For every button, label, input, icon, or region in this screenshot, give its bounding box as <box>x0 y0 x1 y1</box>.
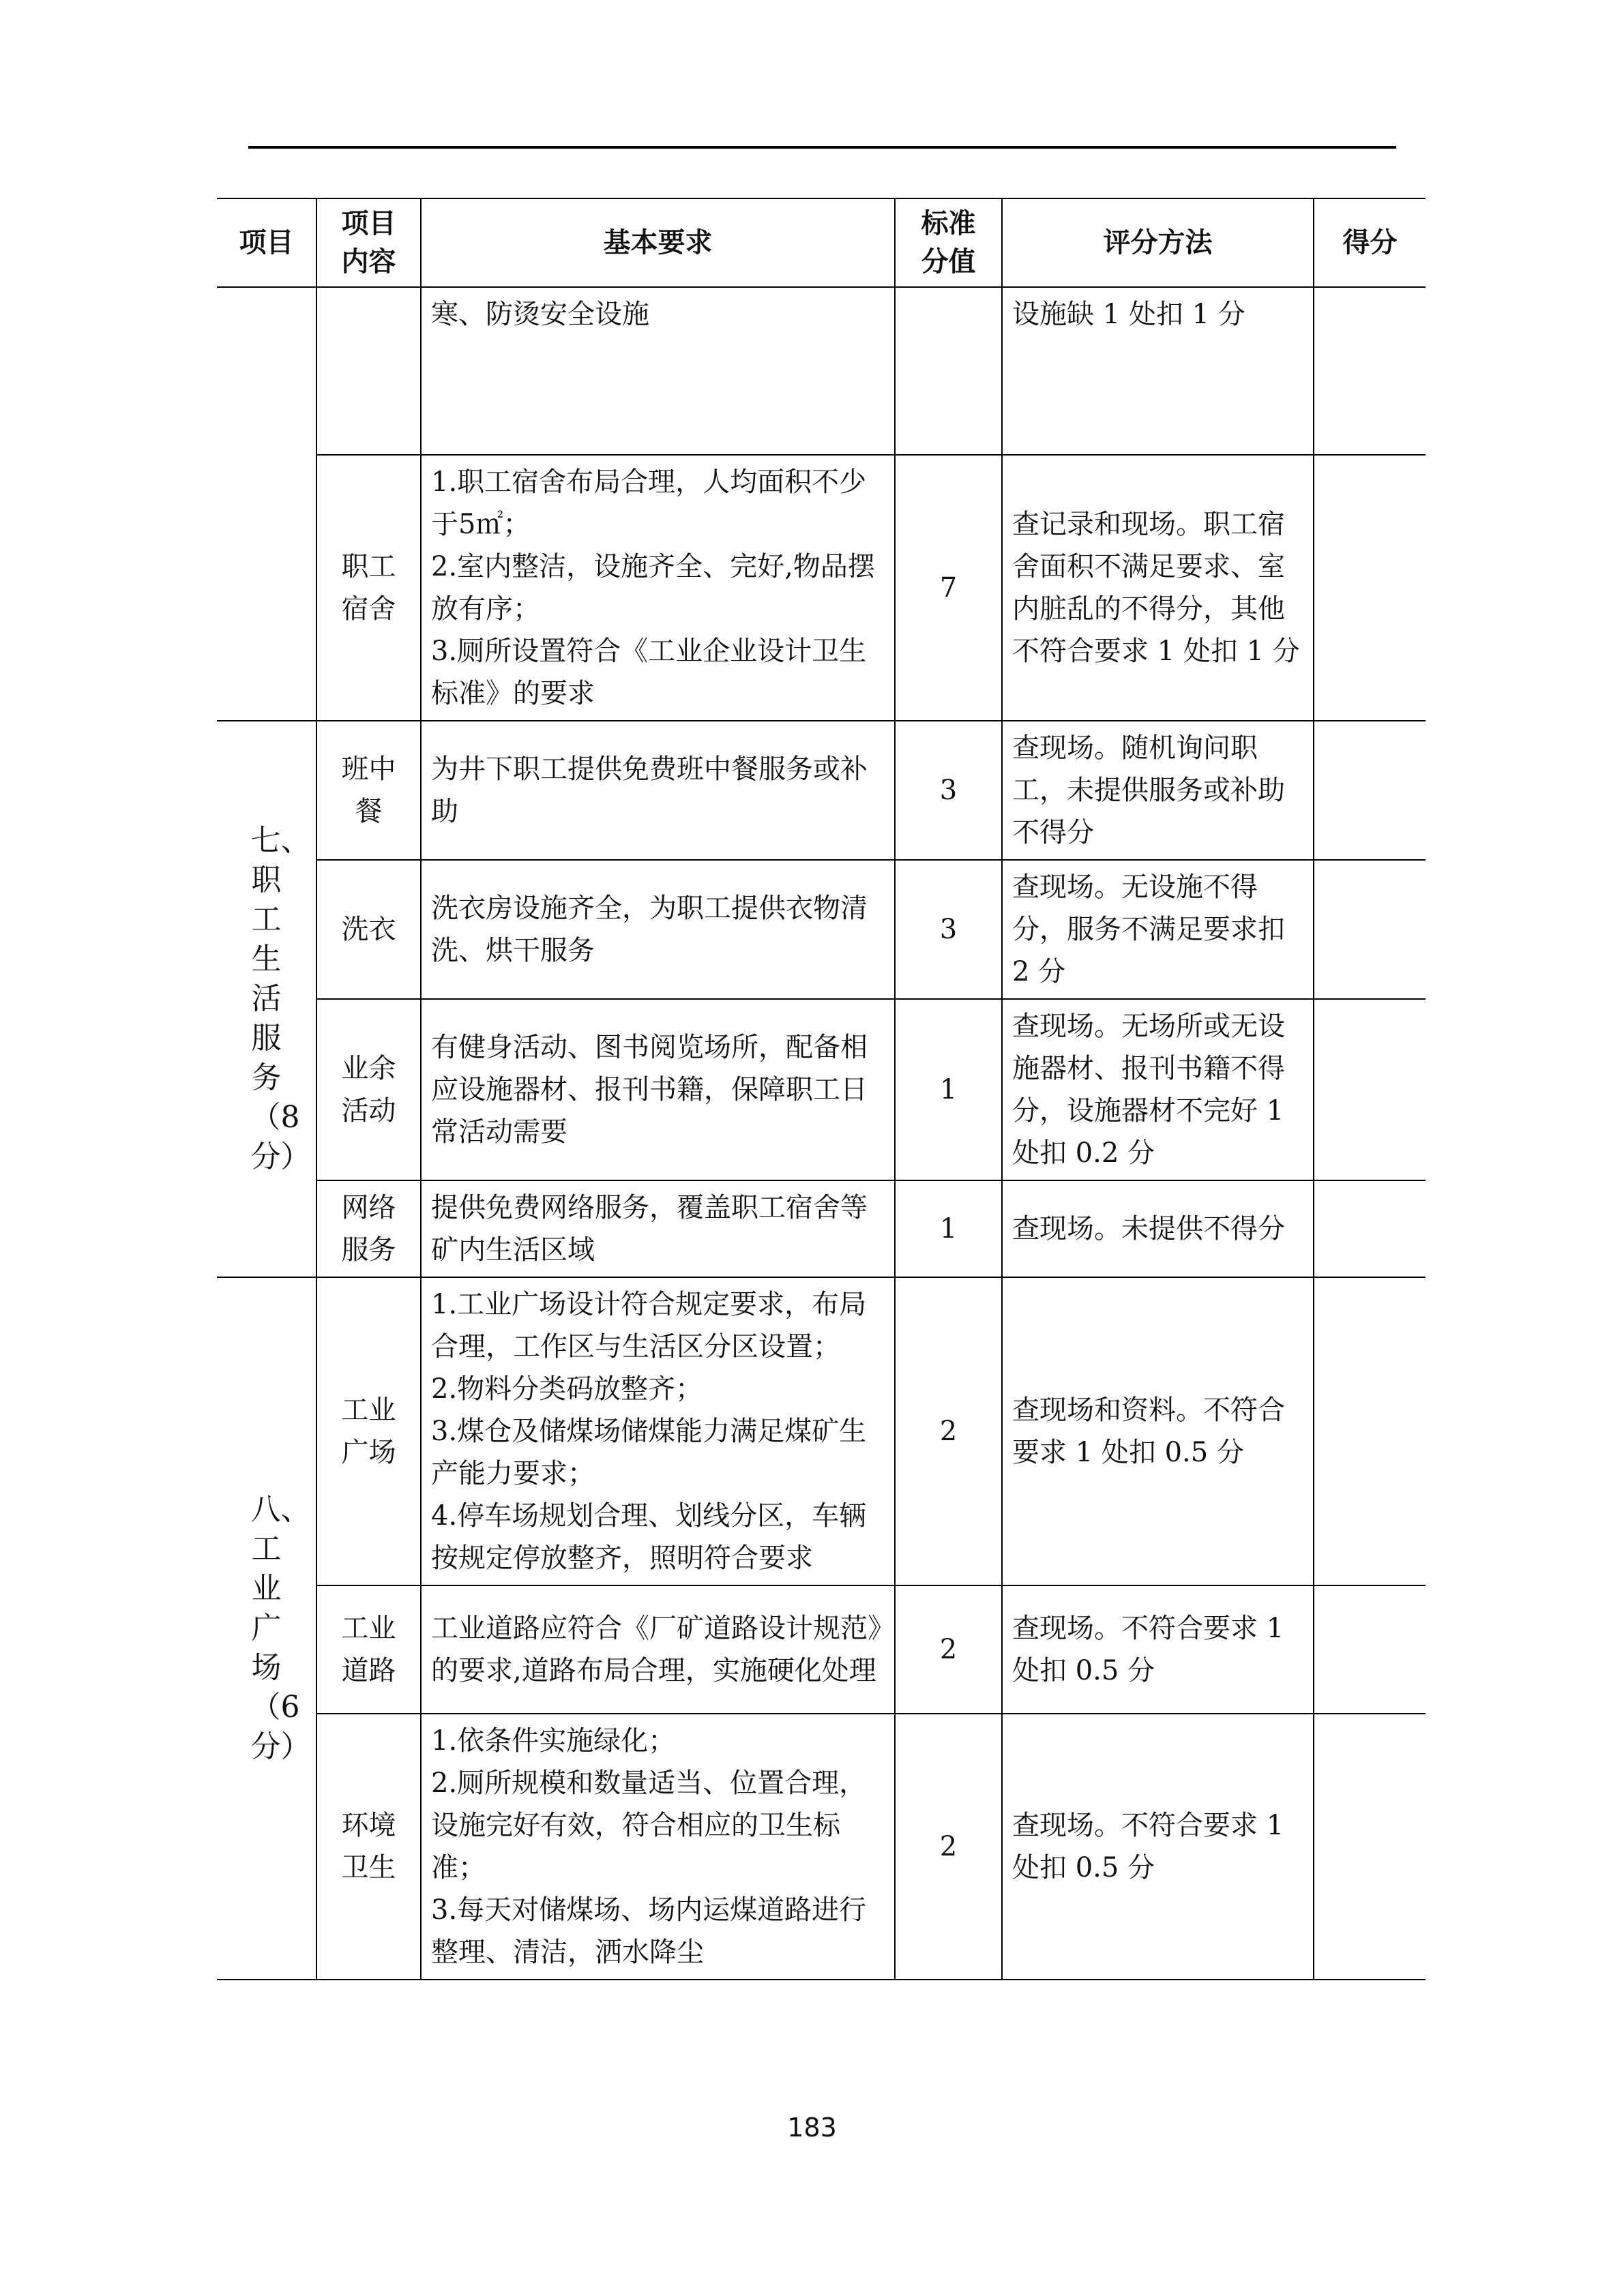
content-cell <box>316 287 421 455</box>
content-cell: 环境卫生 <box>316 1714 421 1980</box>
score-cell <box>895 287 1002 455</box>
result-cell <box>1314 287 1426 455</box>
result-cell <box>1314 1585 1426 1714</box>
content-cell: 业余活动 <box>316 999 421 1180</box>
score-cell: 3 <box>895 860 1002 999</box>
content-cell: 洗衣 <box>316 860 421 999</box>
requirements-cell: 1.职工宿舍布局合理，人均面积不少于5㎡； 2.室内整洁，设施齐全、完好,物品摆放有序； 3.厕所设置符合《工业企业设计卫生标准》的要求 <box>421 455 895 721</box>
requirements-cell: 1.依条件实施绿化； 2.厕所规模和数量适当、位置合理，设施完好有效，符合相应的卫生标准； 3.每天对储煤场、场内运煤道路进行整理、清洁，洒水降尘 <box>421 1714 895 1980</box>
table-row <box>217 721 1426 860</box>
method-cell: 查现场。无设施不得分，服务不满足要求扣 2 分 <box>1002 860 1314 999</box>
table-row <box>217 1585 1426 1714</box>
method-cell: 设施缺 1 处扣 1 分 <box>1002 287 1314 455</box>
header-rule <box>248 146 1396 149</box>
table-row <box>217 287 1426 455</box>
content-cell: 工业道路 <box>316 1585 421 1714</box>
group-cell-continued <box>217 287 316 721</box>
requirements-cell: 工业道路应符合《厂矿道路设计规范》的要求,道路布局合理，实施硬化处理 <box>421 1585 895 1714</box>
score-cell: 2 <box>895 1277 1002 1585</box>
method-cell: 查现场和资料。不符合要求 1 处扣 0.5 分 <box>1002 1277 1314 1585</box>
page-number: 183 <box>787 2113 837 2143</box>
table-row <box>217 860 1426 999</box>
score-cell: 2 <box>895 1714 1002 1980</box>
requirements-cell: 提供免费网络服务，覆盖职工宿舍等矿内生活区域 <box>421 1180 895 1277</box>
method-cell: 查现场。不符合要求 1 处扣 0.5 分 <box>1002 1714 1314 1980</box>
col-header-result: 得分 <box>1314 198 1426 287</box>
requirements-cell: 为井下职工提供免费班中餐服务或补助 <box>421 721 895 860</box>
method-cell: 查现场。无场所或无设施器材、报刊书籍不得分，设施器材不完好 1 处扣 0.2 分 <box>1002 999 1314 1180</box>
result-cell <box>1314 860 1426 999</box>
content-cell: 网络服务 <box>316 1180 421 1277</box>
content-cell: 班中餐 <box>316 721 421 860</box>
content-cell: 工业广场 <box>316 1277 421 1585</box>
result-cell <box>1314 999 1426 1180</box>
content-cell: 职工宿舍 <box>316 455 421 721</box>
requirements-cell: 1.工业广场设计符合规定要求，布局合理，工作区与生活区分区设置； 2.物料分类码放整齐； 3.煤仓及储煤场储煤能力满足煤矿生产能力要求； 4.停车场规划合理、划线分区，车辆按规定停放整齐，照明符合要求 <box>421 1277 895 1585</box>
scoring-table <box>217 198 1426 1980</box>
table-row <box>217 1714 1426 1980</box>
score-cell: 2 <box>895 1585 1002 1714</box>
score-cell: 3 <box>895 721 1002 860</box>
score-cell: 7 <box>895 455 1002 721</box>
result-cell <box>1314 1277 1426 1585</box>
score-cell: 1 <box>895 999 1002 1180</box>
table-row <box>217 1277 1426 1585</box>
result-cell <box>1314 1180 1426 1277</box>
requirements-cell: 寒、防烫安全设施 <box>421 287 895 455</box>
result-cell <box>1314 455 1426 721</box>
requirements-cell: 有健身活动、图书阅览场所，配备相应设施器材、报刊书籍，保障职工日常活动需要 <box>421 999 895 1180</box>
col-header-content: 项目内容 <box>316 198 421 287</box>
table-header-row <box>217 198 1426 287</box>
group-cell-industrial-square: 八、工业广场（6分） <box>217 1277 316 1980</box>
method-cell: 查现场。不符合要求 1 处扣 0.5 分 <box>1002 1585 1314 1714</box>
group-cell-living-services: 七、职工生活服务（8分） <box>217 721 316 1277</box>
requirements-cell: 洗衣房设施齐全，为职工提供衣物清洗、烘干服务 <box>421 860 895 999</box>
method-cell: 查现场。随机询问职工，未提供服务或补助不得分 <box>1002 721 1314 860</box>
table-row <box>217 455 1426 721</box>
col-header-item: 项目 <box>217 198 316 287</box>
result-cell <box>1314 721 1426 860</box>
table-row <box>217 999 1426 1180</box>
col-header-score: 标准分值 <box>895 198 1002 287</box>
col-header-requirements: 基本要求 <box>421 198 895 287</box>
table-row <box>217 1180 1426 1277</box>
score-cell: 1 <box>895 1180 1002 1277</box>
col-header-method: 评分方法 <box>1002 198 1314 287</box>
method-cell: 查记录和现场。职工宿舍面积不满足要求、室内脏乱的不得分，其他不符合要求 1 处扣 1 分 <box>1002 455 1314 721</box>
result-cell <box>1314 1714 1426 1980</box>
method-cell: 查现场。未提供不得分 <box>1002 1180 1314 1277</box>
